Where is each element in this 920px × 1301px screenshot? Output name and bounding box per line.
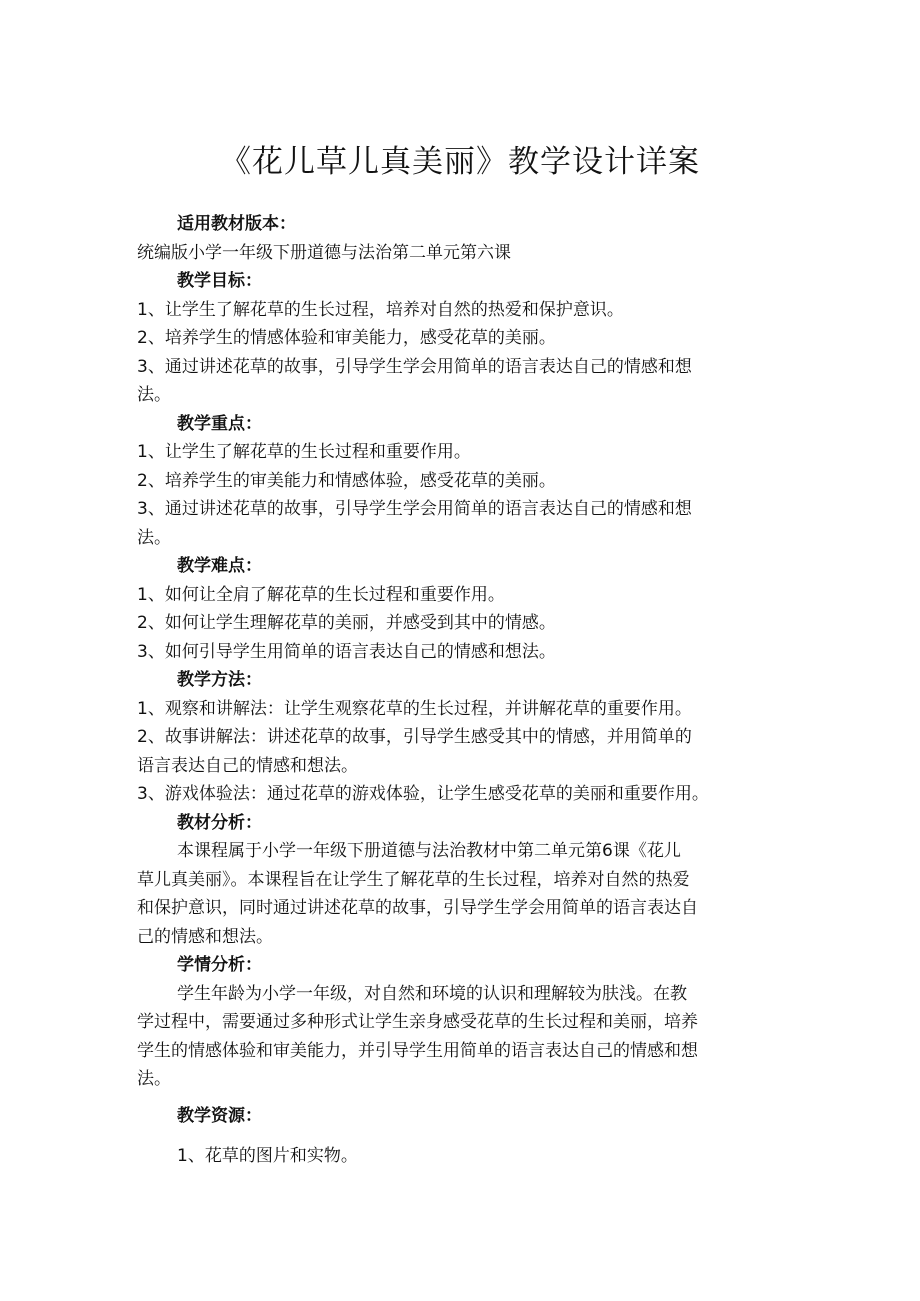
body-line: 2、培养学生的审美能力和情感体验，感受花草的美丽。	[137, 470, 556, 491]
body-line: 学生的情感体验和审美能力，并引导学生用简单的语言表达自己的情感和想	[137, 1040, 698, 1061]
body-line: 1、花草的图片和实物。	[177, 1146, 358, 1166]
section-heading: 教材分析：	[177, 812, 262, 833]
body-line: 1、观察和讲解法：让学生观察花草的生长过程，并讲解花草的重要作用。	[137, 698, 692, 719]
section-heading: 教学重点：	[177, 413, 262, 434]
body-line: 2、培养学生的情感体验和审美能力，感受花草的美丽。	[137, 328, 556, 348]
body-line: 法。	[137, 1069, 171, 1089]
section-heading: 学情分析：	[177, 955, 262, 975]
body-line: 3、游戏体验法：通过花草的游戏体验，让学生感受花草的美丽和重要作用。	[137, 784, 709, 804]
body-line: 统编版小学一年级下册道德与法治第二单元第六课	[137, 242, 511, 263]
section-heading: 教学目标：	[177, 271, 262, 291]
body-line: 3、如何引导学生用简单的语言表达自己的情感和想法。	[137, 641, 556, 662]
body-line: 本课程属于小学一年级下册道德与法治教材中第二单元第6课《花儿	[177, 841, 681, 861]
body-line: 1、让学生了解花草的生长过程，培养对自然的热爱和保护意识。	[137, 299, 624, 320]
body-line: 己的情感和想法。	[137, 926, 273, 947]
body-line: 语言表达自己的情感和想法。	[137, 755, 358, 776]
section-heading: 适用教材版本：	[177, 214, 296, 234]
body-line: 学过程中，需要通过多种形式让学生亲身感受花草的生长过程和美丽，培养	[137, 1012, 698, 1032]
body-line: 法。	[137, 385, 171, 405]
body-line: 1、让学生了解花草的生长过程和重要作用。	[137, 442, 471, 462]
document-body	[137, 210, 793, 1171]
body-line: 2、故事讲解法：讲述花草的故事，引导学生感受其中的情感，并用简单的	[137, 727, 692, 747]
body-line: 2、如何让学生理解花草的美丽，并感受到其中的情感。	[137, 613, 556, 633]
body-line: 3、通过讲述花草的故事，引导学生学会用简单的语言表达自己的情感和想	[137, 356, 692, 377]
body-line: 法。	[137, 527, 171, 548]
body-line: 草儿真美丽》。本课程旨在让学生了解花草的生长过程，培养对自然的热爱	[137, 869, 690, 890]
section-heading: 教学资源：	[177, 1105, 262, 1126]
section-heading: 教学难点：	[177, 556, 262, 576]
body-line: 1、如何让全肩了解花草的生长过程和重要作用。	[137, 584, 505, 605]
body-line: 和保护意识，同时通过讲述花草的故事，引导学生学会用简单的语言表达自	[137, 898, 698, 918]
section-heading: 教学方法：	[177, 670, 262, 690]
body-line: 3、通过讲述花草的故事，引导学生学会用简单的语言表达自己的情感和想	[137, 499, 692, 519]
document-title: 《花儿草儿真美丽》教学设计详案	[220, 144, 700, 180]
body-line: 学生年龄为小学一年级，对自然和环境的认识和理解较为肤浅。在教	[177, 983, 687, 1004]
